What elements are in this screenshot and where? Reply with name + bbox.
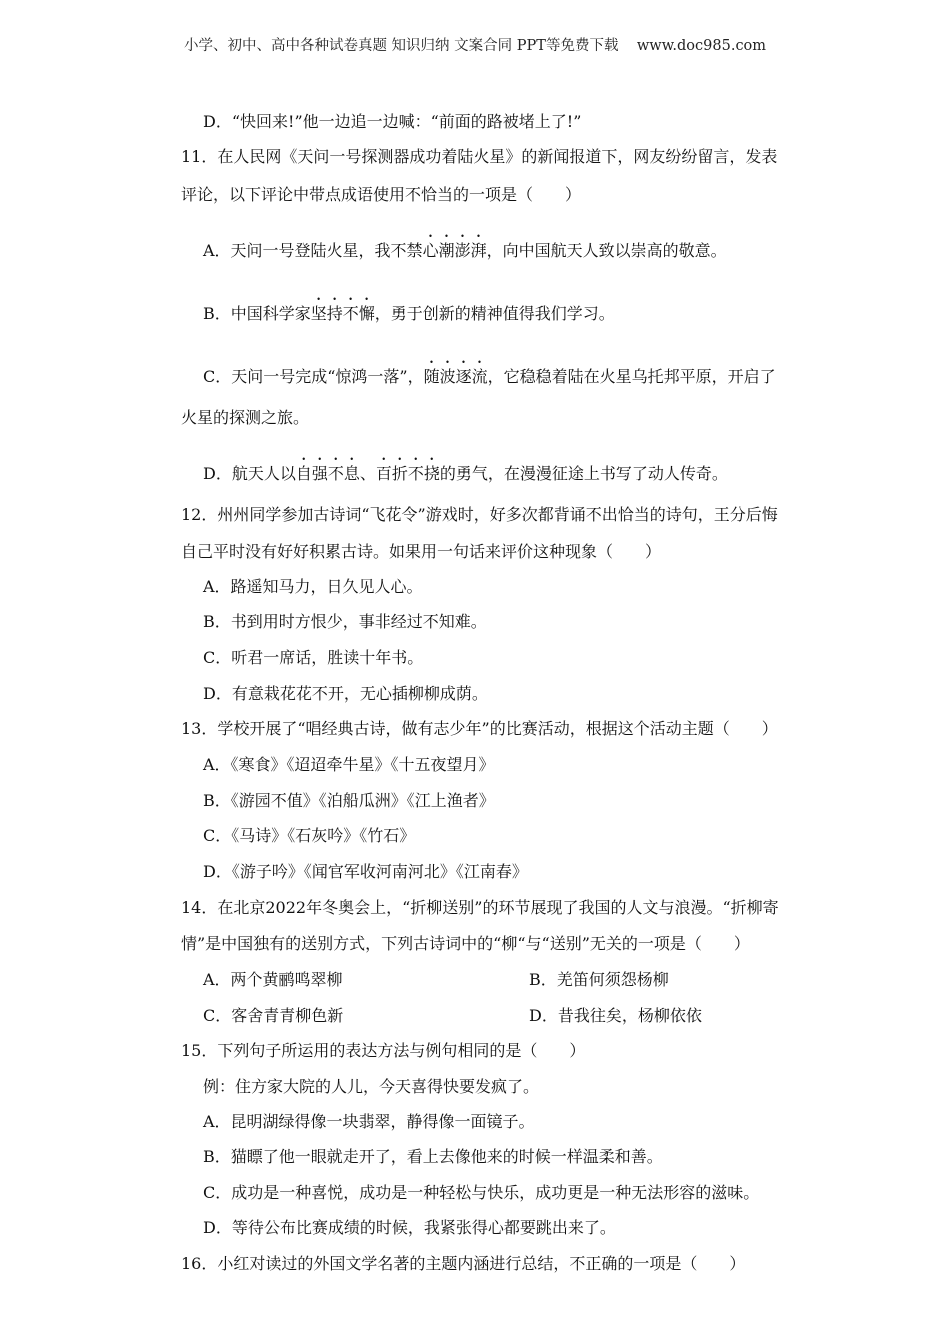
q14-stem-line1: 14．在北京2022年冬奥会上，“折柳送别”的环节展现了我国的人文与浪漫。“折柳寄: [181, 898, 779, 917]
q11-option-c: [203, 358, 776, 387]
q11-option-a: [203, 232, 727, 261]
q11-option-d-pre: D．航天人以: [203, 464, 296, 483]
q11-option-d-post: 的勇气，在漫漫征途上书写了动人传奇。: [439, 464, 728, 483]
q13-option-a: A．《寒食》《迢迢牵牛星》《十五夜望月》: [203, 755, 495, 774]
q12-option-b: B．书到用时方恨少，事非经过不知难。: [203, 612, 487, 631]
q11-option-b-pre: B．中国科学家: [203, 304, 311, 323]
q11-option-a-idiom: 心潮澎湃: [422, 241, 487, 260]
q11-stem-line2: 评论，以下评论中带点成语使用不恰当的一项是（ ）: [181, 185, 582, 204]
q14-stem-line2: 情”是中国独有的送别方式，下列古诗词中的“柳“与“送别”无关的一项是（ ）: [181, 934, 750, 953]
q15-option-d: D．等待公布比赛成绩的时候，我紧张得心都要跳出来了。: [203, 1218, 616, 1237]
q11-option-d-idiom1: 自强不息: [295, 464, 360, 483]
q15-option-c: C．成功是一种喜悦，成功是一种轻松与快乐，成功更是一种无法形容的滋味。: [203, 1183, 760, 1202]
q14-option-c: C．客舍青青柳色新: [203, 1006, 344, 1025]
q12-stem-line2: 自己平时没有好好积累古诗。如果用一句话来评价这种现象（ ）: [181, 542, 662, 561]
q11-option-d: [203, 455, 728, 484]
q14-option-d: D．昔我往矣，杨柳依依: [529, 1006, 702, 1025]
q11-stem-line1: 11．在人民网《天问一号探测器成功着陆火星》的新闻报道下，网友纷纷留言，发表: [181, 147, 778, 166]
q15-example: 例：住方家大院的人儿，今天喜得快要发疯了。: [203, 1077, 540, 1096]
q12-option-d: D．有意栽花花不开，无心插柳柳成荫。: [203, 684, 488, 703]
q12-stem-line1: 12．州州同学参加古诗词“飞花令”游戏时，好多次都背诵不出恰当的诗句，王分后悔: [181, 505, 778, 524]
q14-option-a: A．两个黄鹂鸣翠柳: [203, 970, 343, 989]
q12-option-a: A．路遥知马力，日久见人心。: [203, 577, 423, 596]
q11-option-d-idiom2: 百折不挠: [375, 464, 440, 483]
q11-option-c-line2: 火星的探测之旅。: [181, 408, 310, 427]
q10-option-d: D．“快回来!”他一边追一边喊：“前面的路被堵上了!”: [203, 112, 582, 131]
q15-option-a: A．昆明湖绿得像一块翡翠，静得像一面镜子。: [203, 1112, 535, 1131]
page-header: 小学、初中、高中各种试卷真题 知识归纳 文案合同 PPT等免费下载 www.doc985.com: [183, 38, 767, 54]
q13-option-c: C．《马诗》《石灰吟》《竹石》: [203, 826, 416, 845]
q12-option-c: C．听君一席话，胜读十年书。: [203, 648, 424, 667]
q16-stem: 16．小红对读过的外国文学名著的主题内涵进行总结，不正确的一项是（ ）: [181, 1254, 746, 1273]
q13-option-d: D．《游子吟》《闻官军收河南河北》《江南春》: [203, 862, 528, 881]
q13-option-b: B．《游园不值》《泊船瓜洲》《江上渔者》: [203, 791, 495, 810]
q11-option-b: [203, 295, 615, 324]
q13-stem: 13．学校开展了“唱经典古诗，做有志少年”的比赛活动，根据这个活动主题（ ）: [181, 719, 778, 738]
q11-option-d-mid: 、: [359, 464, 376, 483]
q11-option-a-pre: A．天问一号登陆火星，我不禁: [203, 241, 423, 260]
q11-option-b-idiom: 坚持不懈: [310, 304, 375, 323]
q15-stem: 15．下列句子所运用的表达方法与例句相同的是（ ）: [181, 1041, 586, 1060]
q15-option-b: B．猫瞟了他一眼就走开了，看上去像他来的时候一样温柔和善。: [203, 1147, 663, 1166]
q11-option-c-pre: C．天问一号完成“惊鸿一落”，: [203, 367, 424, 386]
q11-option-c-post: ，它稳稳着陆在火星乌托邦平原，开启了: [487, 367, 776, 386]
q14-option-b: B．羌笛何须怨杨柳: [529, 970, 669, 989]
q11-option-c-idiom: 随波逐流: [423, 367, 488, 386]
q11-option-a-post: ，向中国航天人致以崇高的敬意。: [486, 241, 727, 260]
q11-option-b-post: ，勇于创新的精神值得我们学习。: [374, 304, 615, 323]
